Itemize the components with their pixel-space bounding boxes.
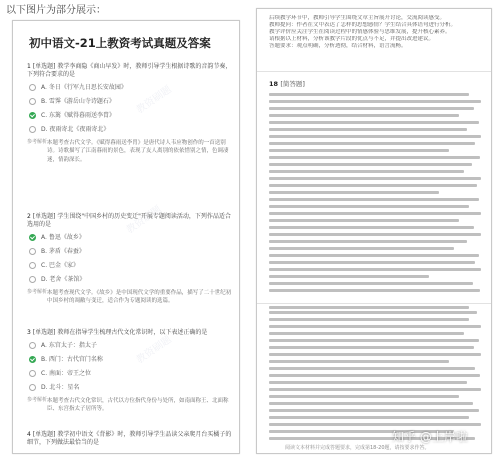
text-line: 请根据以上材料，分析该教学片段的优点与不足，并提出改进建议。 xyxy=(269,36,435,42)
option-a[interactable] xyxy=(27,232,233,243)
passage-text-line xyxy=(269,268,481,271)
passage-text-line xyxy=(269,395,459,398)
passage-text-line xyxy=(269,205,469,208)
passage-text-line xyxy=(269,170,464,173)
radio-icon xyxy=(29,262,36,269)
option-label: A. 鲁迅《故乡》 xyxy=(41,234,85,242)
passage-text-line xyxy=(269,149,449,152)
radio-icon xyxy=(29,126,36,133)
option-label: A. 冬日《行军九日思长安故园》 xyxy=(41,84,127,92)
watermark: 教资刷题 xyxy=(134,334,174,367)
caption: 以下图片为部分展示： xyxy=(6,5,106,16)
passage-text-line xyxy=(269,240,467,243)
divider xyxy=(257,303,491,304)
check-circle-icon xyxy=(29,234,36,241)
option-label: D. 老舍《茶馆》 xyxy=(41,276,86,284)
passage-text-line xyxy=(269,142,475,145)
passage-text-line xyxy=(269,325,481,328)
watermark: 教资刷题 xyxy=(134,84,174,117)
watermark: 教资刷题 xyxy=(124,204,164,237)
left-document-page xyxy=(12,20,240,454)
radio-icon xyxy=(29,98,36,105)
question-18-header xyxy=(269,79,305,88)
passage-text-line xyxy=(269,107,474,110)
option-b[interactable] xyxy=(27,96,233,107)
passage-text-line xyxy=(269,219,459,222)
question-2 xyxy=(27,213,233,306)
radio-icon xyxy=(29,342,36,349)
text-line: 教师提问：作者在文中表达了怎样的思想感情？学生结合具体语句进行分析。 xyxy=(269,22,457,28)
passage-text-line xyxy=(269,388,481,391)
passage-text-line xyxy=(269,247,454,250)
question-number: 1 xyxy=(27,63,31,70)
passage-text-line xyxy=(269,374,480,377)
passage-text-line xyxy=(269,114,459,117)
question-stem: 教学李商隐《商山早发》时，教师引导学生根据诗歌的音韵节奏，下列符合要求的是 xyxy=(27,63,232,79)
text-line: 答题要求：观点明确，分析透彻，结合材料，语言流畅。 xyxy=(269,43,407,49)
question-number: 2 xyxy=(27,213,31,220)
passage-text-line xyxy=(269,311,477,314)
answer-analysis xyxy=(27,139,233,164)
option-c[interactable] xyxy=(27,368,233,379)
passage-text-line xyxy=(269,289,480,292)
radio-icon xyxy=(29,248,36,255)
passage-text-line xyxy=(269,261,475,264)
question-type: [单选题] xyxy=(32,431,56,438)
right-document-page xyxy=(256,8,492,454)
question-4 xyxy=(27,431,233,447)
passage-text-line xyxy=(269,163,472,166)
question-type: [简答题] xyxy=(280,80,305,88)
radio-icon xyxy=(29,276,36,283)
passage-text-line xyxy=(269,100,481,103)
analysis-tag: 参考解析: xyxy=(27,397,49,404)
answer-analysis xyxy=(27,289,233,306)
passage-text-line xyxy=(269,275,429,278)
analysis-text: 本题考查现代文学。《故乡》是中国现代文学的重要作品，描写了二十世纪初中国乡村的凋敝与变迁，适合作为专题阅读的选篇。 xyxy=(47,290,232,305)
option-d[interactable] xyxy=(27,274,233,285)
passage-text-line xyxy=(269,191,439,194)
analysis-text: 本题考查古代文化常识，古代以方位指代身份与处所，如南面称王、北面称臣、东宫指太子居所等。 xyxy=(47,398,229,413)
passage-text-line xyxy=(269,346,474,349)
option-label: B. 茅盾《春蚕》 xyxy=(41,248,85,256)
passage-text-line xyxy=(269,339,479,342)
divider xyxy=(257,71,491,72)
passage-text-line xyxy=(269,353,481,356)
text-line: 教学评价应关注学生在阅读过程中的情感体验与思维发展，提升核心素养。 xyxy=(269,29,451,35)
analysis-tag: 参考解析: xyxy=(27,289,49,296)
option-label: C. 巴金《家》 xyxy=(41,262,80,270)
passage-text-line xyxy=(269,233,481,236)
passage-text-line xyxy=(269,254,479,257)
option-label: D. 北斗：星名 xyxy=(41,384,80,392)
passage-text-line xyxy=(269,402,473,405)
passage-text-line xyxy=(269,226,474,229)
radio-icon xyxy=(29,370,36,377)
passage-text-line xyxy=(269,198,479,201)
passage-text-line xyxy=(269,128,467,131)
radio-icon xyxy=(29,384,36,391)
passage-text-line xyxy=(269,416,469,419)
option-d[interactable] xyxy=(27,124,233,135)
answer-analysis xyxy=(27,397,233,414)
passage-text-line xyxy=(269,93,469,96)
question-1 xyxy=(27,63,233,164)
passage-text-line xyxy=(269,184,477,187)
passage-text-line xyxy=(269,156,480,159)
question-stem: 教师在指导学生梳理古代文化常识时，以下表述正确的是 xyxy=(57,329,208,336)
option-c[interactable] xyxy=(27,110,233,121)
question-3 xyxy=(27,329,233,414)
option-label: A. 东宫太子：指太子 xyxy=(41,342,97,350)
option-label: C. 南面：帝王之位 xyxy=(41,370,92,378)
passage-text-line xyxy=(269,121,479,124)
passage-text-line xyxy=(269,318,469,321)
passage-text-line xyxy=(269,381,467,384)
passage-text-line xyxy=(269,423,481,426)
check-circle-icon xyxy=(29,112,36,119)
question-type: [单选题] xyxy=(32,63,56,70)
zhihu-watermark: 知乎 @上岸啦 xyxy=(392,430,468,444)
option-a[interactable] xyxy=(27,82,233,93)
question-type: [单选题] xyxy=(32,213,56,220)
question-number: 3 xyxy=(27,329,31,336)
option-label: C. 东篱《赋得暮雨送李胄》 xyxy=(41,112,116,120)
option-b[interactable] xyxy=(27,246,233,257)
option-label: B. 雪霁《游岳山寺诗题石》 xyxy=(41,98,115,106)
question-number: 18 xyxy=(269,80,279,88)
passage-top xyxy=(269,15,481,50)
document-title: 初中语文-21上教资考试真题及答案 xyxy=(29,36,211,50)
question-number: 4 xyxy=(27,431,31,438)
analysis-tag: 参考解析: xyxy=(27,139,49,146)
footer-note: 阅读文本材料并完成答题要求，完成第18-20题，请按要求作答。 xyxy=(285,445,430,451)
radio-icon xyxy=(29,84,36,91)
analysis-text: 本题考查古代文学。《赋得暮雨送李胄》是唐代诗人韦应物创作的一首送别诗。诗歌描写了江南暮雨的景色，表现了友人离别的依依惜别之情，色调凄迷，情韵深长。 xyxy=(47,140,229,163)
passage-text-line xyxy=(269,367,475,370)
option-d[interactable] xyxy=(27,382,233,393)
text-line: 后续教学环节中，教师引导学生围绕文章主旨展开讨论，交流阅读感受。 xyxy=(269,15,446,21)
option-c[interactable] xyxy=(27,260,233,271)
option-a[interactable] xyxy=(27,340,233,351)
passage-text-line xyxy=(269,212,481,215)
check-circle-icon xyxy=(29,356,36,363)
passage-text-line xyxy=(269,409,479,412)
option-b[interactable] xyxy=(27,354,233,365)
option-label: D. 夜雨寄北《夜雨寄北》 xyxy=(41,126,110,134)
passage-text-line xyxy=(269,135,481,138)
question-type: [单选题] xyxy=(32,329,56,336)
passage-text-line xyxy=(269,306,469,309)
passage-text-line xyxy=(269,332,464,335)
passage-text-line xyxy=(269,282,473,285)
question-stem: 教学初中语文《背影》时，教师引导学生品读父亲爬月台买橘子的细节，下列做法最恰当的是 xyxy=(27,431,232,447)
option-label: B. 西门：古代宫门名称 xyxy=(41,356,103,364)
passage-text-line xyxy=(269,360,449,363)
question-stem: 学生围绕"中国乡村的历史变迁"开展专题阅读活动，下列作品适合选用的是 xyxy=(27,213,231,229)
passage-text-line xyxy=(269,177,481,180)
